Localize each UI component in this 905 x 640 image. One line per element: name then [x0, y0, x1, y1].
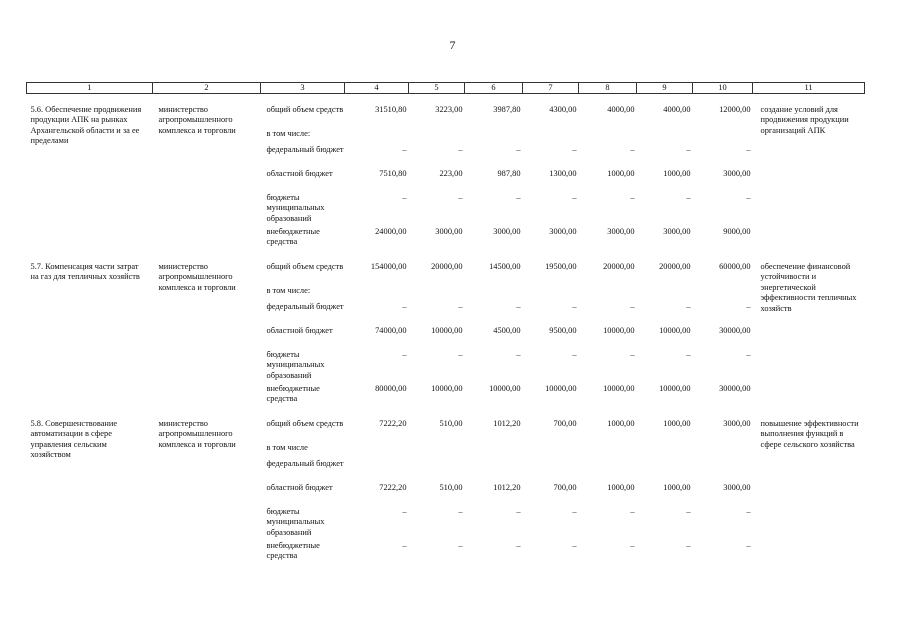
- amount-cell: [465, 459, 523, 483]
- column-number-cell: 4: [345, 83, 409, 94]
- amount-cell: [409, 129, 465, 145]
- amount-cell: 10000,00: [659, 326, 691, 335]
- amount-cell: 12000,00: [719, 105, 751, 114]
- amount-cell: 10000,00: [545, 384, 577, 393]
- amount-cell: [579, 459, 637, 483]
- amount-cell: [523, 286, 579, 302]
- amount-cell: [523, 459, 579, 483]
- amount-cell: 4000,00: [607, 105, 635, 114]
- funding-source: бюджеты муниципальных образований: [266, 507, 325, 537]
- amount-cell: 987,80: [497, 169, 521, 178]
- amount-cell: [465, 286, 523, 302]
- amount-cell: –: [686, 507, 691, 516]
- amount-cell: –: [686, 193, 691, 202]
- funding-source: областной бюджет: [266, 326, 333, 335]
- funding-source: областной бюджет: [266, 169, 333, 178]
- amount-cell: [523, 129, 579, 145]
- column-number-cell: 8: [579, 83, 637, 94]
- amount-cell: 3000,00: [435, 227, 463, 236]
- amount-cell: [345, 286, 409, 302]
- amount-cell: [465, 129, 523, 145]
- amount-cell: 1012,20: [493, 483, 521, 492]
- column-number-header: [27, 83, 865, 94]
- amount-cell: –: [746, 541, 751, 550]
- amount-cell: [523, 443, 579, 459]
- amount-cell: –: [458, 302, 463, 311]
- row-gap-cell: [27, 408, 865, 419]
- amount-cell: 700,00: [553, 419, 577, 428]
- amount-cell: –: [686, 350, 691, 359]
- funding-source: внебюджетные средства: [266, 541, 320, 561]
- executor-name: министерство агропромышленного комплекса и торговли: [158, 105, 236, 135]
- amount-cell: –: [458, 507, 463, 516]
- amount-cell: 10000,00: [431, 384, 463, 393]
- amount-cell: –: [402, 541, 407, 550]
- amount-cell: 20000,00: [431, 262, 463, 271]
- funding-source: внебюджетные средства: [266, 384, 320, 404]
- amount-cell: [465, 443, 523, 459]
- amount-cell: –: [630, 507, 635, 516]
- column-number-cell: 9: [637, 83, 693, 94]
- amount-cell: –: [402, 302, 407, 311]
- amount-cell: [637, 443, 693, 459]
- amount-cell: 74000,00: [375, 326, 407, 335]
- amount-cell: –: [746, 507, 751, 516]
- amount-cell: 80000,00: [375, 384, 407, 393]
- amount-cell: –: [402, 507, 407, 516]
- amount-cell: 3000,00: [723, 169, 751, 178]
- column-number-cell: 1: [27, 83, 153, 94]
- column-number-cell: 7: [523, 83, 579, 94]
- amount-cell: 3000,00: [663, 227, 691, 236]
- amount-cell: [409, 459, 465, 483]
- amount-cell: 20000,00: [659, 262, 691, 271]
- amount-cell: –: [572, 193, 577, 202]
- amount-cell: 9000,00: [723, 227, 751, 236]
- amount-cell: 10000,00: [659, 384, 691, 393]
- amount-cell: 3000,00: [607, 227, 635, 236]
- column-number-cell: 3: [261, 83, 345, 94]
- amount-cell: 7222,20: [379, 483, 407, 492]
- amount-cell: –: [746, 302, 751, 311]
- amount-cell: –: [458, 145, 463, 154]
- amount-cell: [579, 443, 637, 459]
- amount-cell: 223,00: [439, 169, 463, 178]
- amount-cell: –: [746, 193, 751, 202]
- amount-cell: –: [630, 145, 635, 154]
- funding-source: федеральный бюджет: [266, 302, 344, 311]
- funding-source: в том числе:: [266, 129, 311, 138]
- amount-cell: [637, 286, 693, 302]
- amount-cell: 700,00: [553, 483, 577, 492]
- measure-name: 5.6. Обеспечение продвижения продукции АПК на рынках Архангельской области и за ее пределами: [30, 105, 142, 146]
- amount-cell: [345, 459, 409, 483]
- row-gap-cell: [27, 94, 865, 106]
- funding-source: в том числе:: [266, 286, 311, 295]
- amount-cell: –: [686, 145, 691, 154]
- amount-cell: 1300,00: [549, 169, 577, 178]
- amount-cell: –: [402, 350, 407, 359]
- amount-cell: –: [572, 302, 577, 311]
- table-row: [27, 105, 865, 129]
- amount-cell: –: [516, 193, 521, 202]
- amount-cell: [579, 286, 637, 302]
- amount-cell: –: [630, 193, 635, 202]
- amount-cell: –: [516, 145, 521, 154]
- column-number-cell: 6: [465, 83, 523, 94]
- amount-cell: –: [458, 541, 463, 550]
- table-row: [27, 419, 865, 443]
- funding-source: бюджеты муниципальных образований: [266, 193, 325, 223]
- amount-cell: –: [630, 541, 635, 550]
- amount-cell: 510,00: [439, 419, 463, 428]
- amount-cell: [345, 443, 409, 459]
- executor-name: министерство агропромышленного комплекса и торговли: [158, 419, 236, 449]
- amount-cell: –: [572, 507, 577, 516]
- amount-cell: [693, 129, 753, 145]
- amount-cell: 3000,00: [723, 419, 751, 428]
- amount-cell: 154000,00: [370, 262, 407, 271]
- amount-cell: –: [402, 145, 407, 154]
- row-gap-cell: [27, 251, 865, 262]
- amount-cell: 10000,00: [489, 384, 521, 393]
- amount-cell: –: [516, 302, 521, 311]
- expected-result: обеспечение финансовой устойчивости и энергетической эффективности тепличных хозяйств: [760, 262, 857, 313]
- amount-cell: –: [516, 541, 521, 550]
- amount-cell: 9500,00: [549, 326, 577, 335]
- funding-source: внебюджетные средства: [266, 227, 320, 247]
- amount-cell: –: [516, 350, 521, 359]
- column-number-cell: 11: [753, 83, 865, 94]
- expected-result: создание условий для продвижения продукции организаций АПК: [760, 105, 849, 135]
- amount-cell: [345, 129, 409, 145]
- amount-cell: –: [572, 350, 577, 359]
- amount-cell: 31510,80: [375, 105, 407, 114]
- amount-cell: –: [746, 350, 751, 359]
- column-number-cell: 5: [409, 83, 465, 94]
- amount-cell: 1012,20: [493, 419, 521, 428]
- column-number-cell: 2: [153, 83, 261, 94]
- funding-source: в том числе: [266, 443, 308, 452]
- amount-cell: [693, 459, 753, 483]
- amount-cell: 510,00: [439, 483, 463, 492]
- amount-cell: –: [572, 541, 577, 550]
- amount-cell: 10000,00: [603, 326, 635, 335]
- amount-cell: 30000,00: [719, 384, 751, 393]
- amount-cell: [637, 459, 693, 483]
- funding-source: областной бюджет: [266, 483, 333, 492]
- funding-source: федеральный бюджет: [266, 145, 344, 154]
- budget-table: [26, 82, 865, 565]
- amount-cell: 10000,00: [431, 326, 463, 335]
- amount-cell: [409, 443, 465, 459]
- amount-cell: [693, 286, 753, 302]
- executor-name: министерство агропромышленного комплекса и торговли: [158, 262, 236, 292]
- amount-cell: –: [630, 302, 635, 311]
- amount-cell: –: [746, 145, 751, 154]
- amount-cell: –: [686, 541, 691, 550]
- measure-name: 5.7. Компенсация части затрат на газ для тепличных хозяйств: [30, 262, 140, 282]
- amount-cell: [637, 129, 693, 145]
- amount-cell: –: [572, 145, 577, 154]
- table-row: [27, 262, 865, 286]
- amount-cell: 24000,00: [375, 227, 407, 236]
- amount-cell: 4500,00: [493, 326, 521, 335]
- amount-cell: 19500,00: [545, 262, 577, 271]
- funding-source: общий объем средств: [266, 105, 344, 114]
- row-gap: [27, 408, 865, 419]
- amount-cell: 3000,00: [493, 227, 521, 236]
- amount-cell: [409, 286, 465, 302]
- amount-cell: 1000,00: [607, 419, 635, 428]
- amount-cell: 1000,00: [663, 419, 691, 428]
- amount-cell: [693, 443, 753, 459]
- row-gap: [27, 251, 865, 262]
- page-number: 7: [449, 38, 456, 52]
- amount-cell: –: [516, 507, 521, 516]
- amount-cell: 1000,00: [607, 169, 635, 178]
- funding-source: федеральный бюджет: [266, 459, 344, 468]
- amount-cell: [579, 129, 637, 145]
- amount-cell: 30000,00: [719, 326, 751, 335]
- amount-cell: 10000,00: [603, 384, 635, 393]
- row-gap: [27, 94, 865, 106]
- amount-cell: 3223,00: [435, 105, 463, 114]
- amount-cell: 4000,00: [663, 105, 691, 114]
- measure-name: 5.8. Совершенствование автоматизации в сфере управления сельским хозяйством: [30, 419, 118, 460]
- amount-cell: 60000,00: [719, 262, 751, 271]
- amount-cell: 4300,00: [549, 105, 577, 114]
- funding-source: общий объем средств: [266, 262, 344, 271]
- amount-cell: 3000,00: [723, 483, 751, 492]
- amount-cell: 1000,00: [607, 483, 635, 492]
- amount-cell: 3987,80: [493, 105, 521, 114]
- amount-cell: 20000,00: [603, 262, 635, 271]
- expected-result: повышение эффективности выполнения функций в сфере сельского хозяйства: [760, 419, 859, 449]
- amount-cell: 14500,00: [489, 262, 521, 271]
- amount-cell: 7510,80: [379, 169, 407, 178]
- amount-cell: –: [686, 302, 691, 311]
- amount-cell: –: [458, 193, 463, 202]
- amount-cell: 1000,00: [663, 169, 691, 178]
- amount-cell: –: [458, 350, 463, 359]
- amount-cell: 1000,00: [663, 483, 691, 492]
- amount-cell: 7222,20: [379, 419, 407, 428]
- amount-cell: –: [402, 193, 407, 202]
- amount-cell: –: [630, 350, 635, 359]
- funding-source: общий объем средств: [266, 419, 344, 428]
- column-number-cell: 10: [693, 83, 753, 94]
- amount-cell: 3000,00: [549, 227, 577, 236]
- funding-source: бюджеты муниципальных образований: [266, 350, 325, 380]
